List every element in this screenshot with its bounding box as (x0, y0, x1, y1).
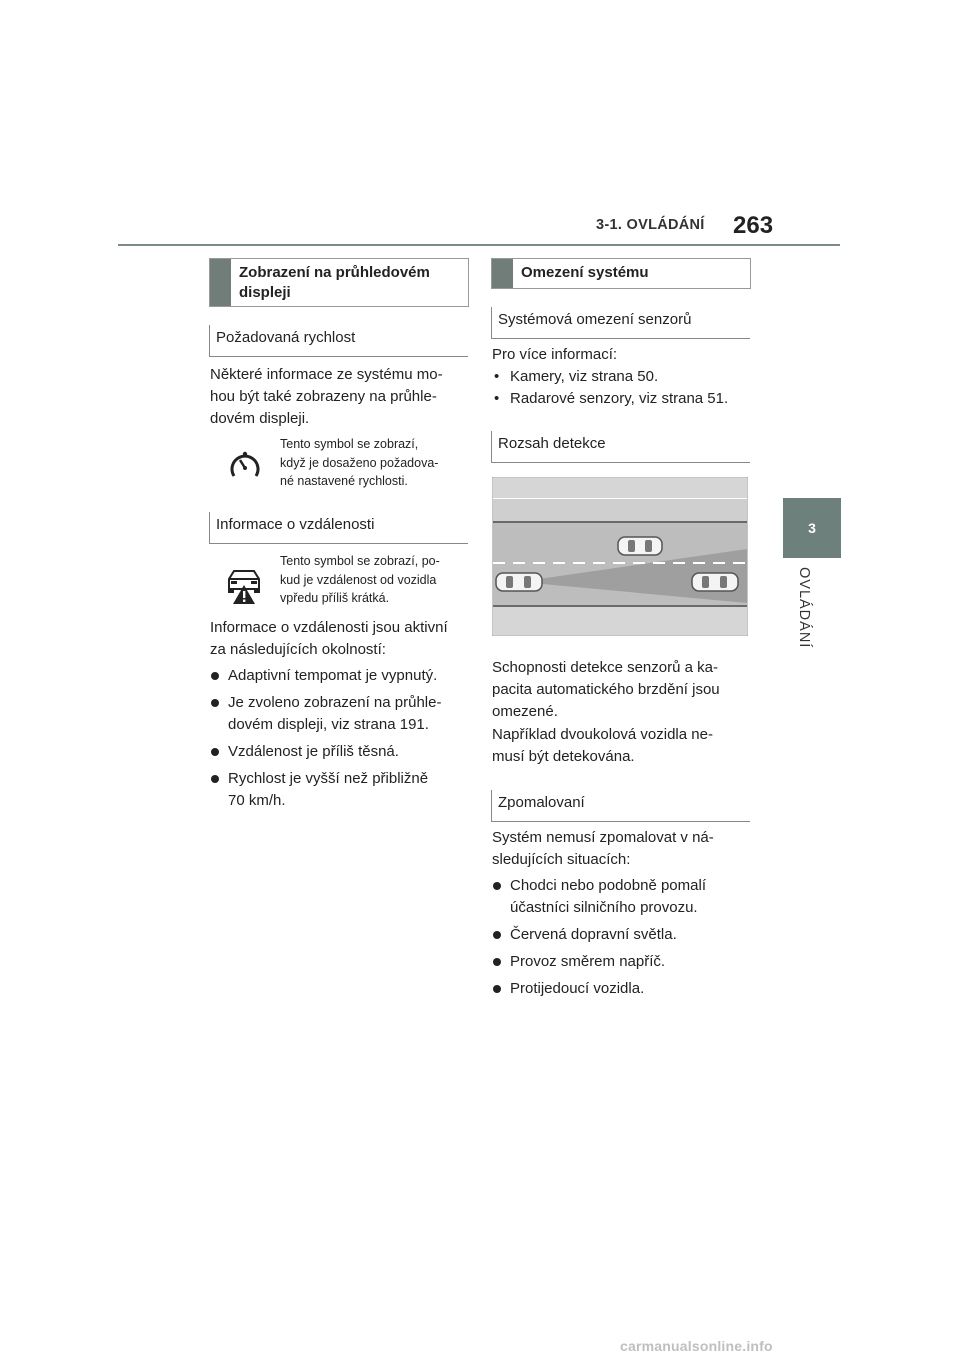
text-line: Provoz směrem napříč. (510, 953, 666, 970)
subheading-distance-info: Informace o vzdálenosti (209, 512, 468, 544)
subheading-detection-range: Rozsah detekce (491, 431, 750, 463)
conditions-list (210, 665, 472, 817)
list-item: • Radarové senzory, viz strana 51. (492, 388, 754, 410)
list-item (210, 768, 472, 812)
text-line: Protijedoucí vozidla. (510, 980, 645, 997)
text-line: Vzdálenost je příliš těsná. (228, 743, 399, 760)
text-line: Tento symbol se zobrazí, po- (280, 554, 440, 568)
subheading-deceleration: Zpomalovaní (491, 790, 750, 822)
deceleration-situations-list (492, 875, 754, 1005)
text-line: sledujících situacích: (492, 851, 631, 868)
text-line: Informace o vzdálenosti jsou aktivní (210, 619, 448, 636)
paragraph-distance-conditions (210, 617, 472, 661)
text-line: Je zvoleno zobrazení na průhle- (228, 694, 442, 711)
text-line: hou být také zobrazeny na průhle- (210, 388, 437, 405)
paragraph-deceleration (492, 827, 754, 871)
list-item (210, 692, 472, 736)
page-number: 263 (733, 212, 774, 239)
text-line: omezené. (492, 703, 558, 720)
text-line: Systém nemusí zpomalovat v ná- (492, 829, 714, 846)
heading-box-limits (491, 258, 751, 289)
paragraph-hud-info (210, 364, 472, 430)
text-line: né nastavené rychlosti. (280, 474, 408, 488)
text-line: Chodci nebo podobně pomalí (510, 877, 706, 894)
text-line: Adaptivní tempomat je vypnutý. (228, 667, 438, 684)
subheading-required-speed: Požadovaná rychlost (209, 325, 468, 357)
chapter-tab (783, 498, 841, 558)
detection-range-illustration (492, 477, 748, 636)
text-line: Rychlost je vyšší než přibližně (228, 770, 429, 787)
text-line: pacita automatického brzdění jsou (492, 681, 720, 698)
list-item (492, 978, 754, 1000)
paragraph-two-wheelers (492, 724, 754, 768)
chapter-number: 3 (808, 520, 816, 536)
text-line: musí být detekována. (492, 748, 635, 765)
paragraph-detection-limits (492, 657, 754, 723)
heading-text: Zobrazení na průhledovém displeji (239, 264, 430, 301)
text-line: Schopnosti detekce senzorů a ka- (492, 659, 718, 676)
list-item: • Kamery, viz strana 50. (492, 366, 754, 388)
heading-text: Omezení systému (521, 264, 649, 281)
heading-bar (210, 259, 231, 306)
speed-symbol-caption (280, 435, 470, 491)
list-item (210, 741, 472, 763)
list-item (210, 665, 472, 687)
text-line: když je dosaženo požadova- (280, 455, 439, 470)
list-item (492, 875, 754, 919)
section-title: 3-1. OVLÁDÁNÍ (596, 217, 705, 233)
text-line: Například dvoukolová vozidla ne- (492, 726, 713, 743)
list-item (492, 924, 754, 946)
watermark: carmanualsonline.info (620, 1338, 773, 1354)
chapter-label: OVLÁDÁNÍ (796, 567, 812, 649)
text-line: vpředu příliš krátká. (280, 591, 390, 605)
header-rule (118, 244, 840, 246)
list-item (492, 951, 754, 973)
reference-list (492, 366, 754, 410)
heading-box-hud (209, 258, 469, 307)
text-line: dovém displeji. (210, 410, 310, 427)
text-line: účastníci silničního provozu. (510, 899, 698, 916)
text-line: dovém displeji, viz strana 191. (228, 716, 429, 733)
text-line: Tento symbol se zobrazí, (280, 437, 419, 451)
text-line: Některé informace ze systému mo- (210, 366, 443, 383)
heading-bar (492, 259, 513, 288)
text-line: 70 km/h. (228, 792, 286, 809)
speedometer-icon (229, 449, 261, 483)
subheading-sensor-limits: Systémová omezení senzorů (491, 307, 750, 339)
text-line: za následujících okolností: (210, 641, 386, 658)
paragraph-more-info: Pro více informací: (492, 346, 618, 363)
distance-symbol-caption (280, 552, 470, 608)
car-warning-icon (225, 565, 263, 605)
text-line: Červená dopravní světla. (510, 926, 677, 943)
text-line: kud je vzdálenost od vozidla (280, 572, 437, 587)
